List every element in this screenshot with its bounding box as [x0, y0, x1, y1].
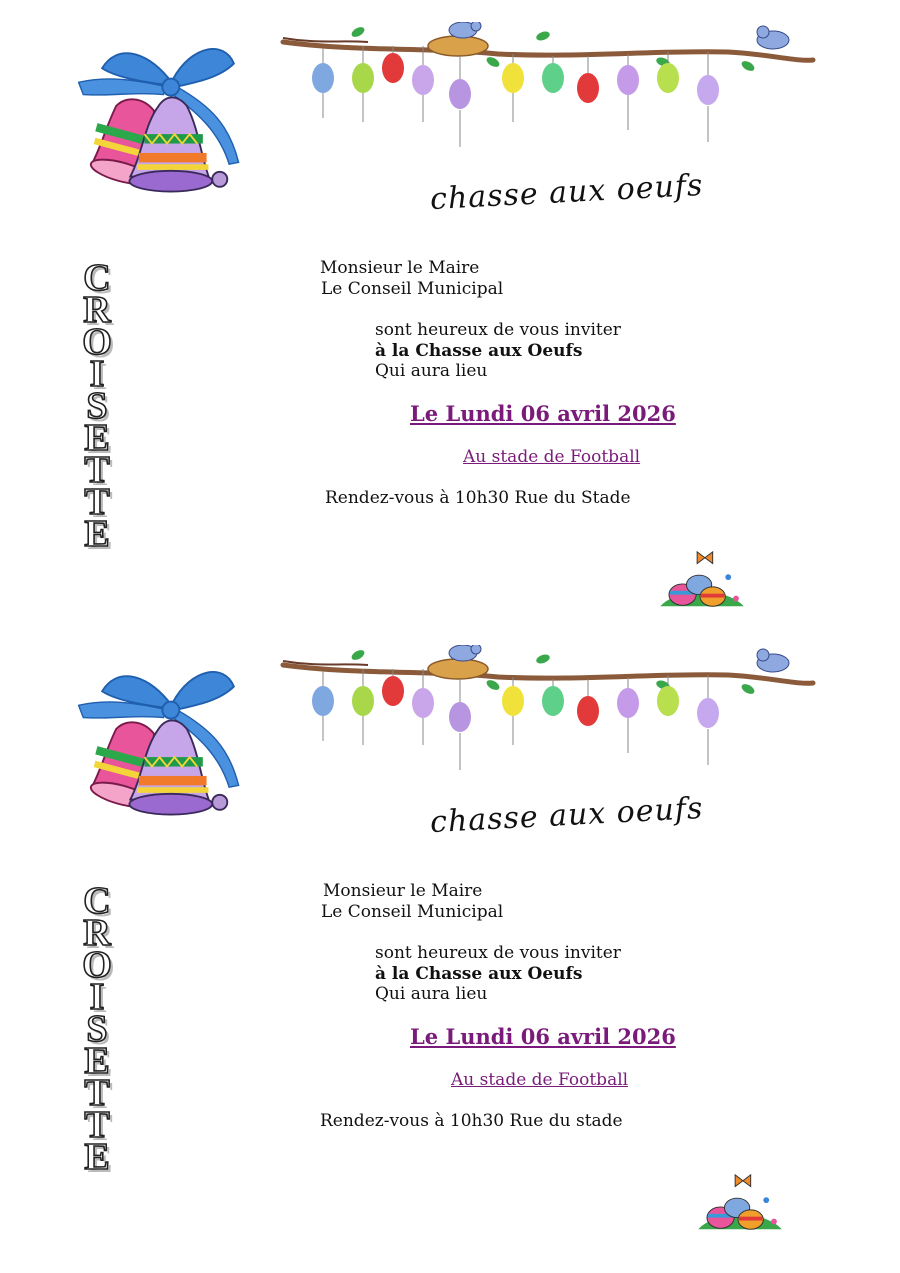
- vertical-letter: E: [84, 1040, 110, 1082]
- event-date: Le Lundi 06 avril 2026: [410, 1024, 676, 1049]
- vertical-letter: S: [86, 1008, 108, 1050]
- easter-eggs-icon: [658, 548, 746, 616]
- invitation-card-1: [0, 0, 900, 625]
- line-maire: Monsieur le Maire: [323, 881, 483, 901]
- line-lieu: Qui aura lieu: [375, 984, 488, 1004]
- vertical-word: [75, 880, 119, 1178]
- line-heureux: sont heureux de vous inviter: [375, 320, 621, 340]
- rendezvous: Rendez-vous à 10h30 Rue du stade: [320, 1111, 623, 1131]
- event-date: Le Lundi 06 avril 2026: [410, 401, 676, 426]
- vertical-letter: S: [86, 385, 108, 427]
- line-conseil: Le Conseil Municipal: [321, 902, 504, 922]
- vertical-letter: T: [84, 481, 110, 523]
- easter-bells-icon: [78, 663, 258, 823]
- line-conseil: Le Conseil Municipal: [321, 279, 504, 299]
- script-title: chasse aux oeufs: [429, 790, 705, 841]
- script-title: chasse aux oeufs: [429, 167, 705, 218]
- vertical-letter: T: [84, 1104, 110, 1146]
- vertical-letter: O: [82, 944, 112, 986]
- vertical-letter: R: [83, 289, 111, 331]
- vertical-letter: T: [84, 449, 110, 491]
- event-place: Au stade de Football: [463, 447, 641, 467]
- vertical-letter: C: [83, 257, 111, 299]
- line-chasse: à la Chasse aux Oeufs: [375, 964, 583, 984]
- vertical-word: [75, 257, 119, 555]
- vertical-letter: R: [83, 912, 111, 954]
- vertical-letter: E: [84, 1136, 110, 1178]
- vertical-letter: E: [84, 513, 110, 555]
- invitation-card-2: [0, 623, 900, 1248]
- vertical-letter: E: [84, 417, 110, 459]
- egg-garland-icon: [278, 22, 818, 162]
- vertical-letter: I: [89, 353, 105, 395]
- event-place: Au stade de Football: [451, 1070, 629, 1090]
- line-chasse: à la Chasse aux Oeufs: [375, 341, 583, 361]
- line-heureux: sont heureux de vous inviter: [375, 943, 621, 963]
- vertical-letter: C: [83, 880, 111, 922]
- vertical-letter: T: [84, 1072, 110, 1114]
- vertical-letter: O: [82, 321, 112, 363]
- egg-garland-icon: [278, 645, 818, 785]
- vertical-letter: I: [89, 976, 105, 1018]
- easter-bells-icon: [78, 40, 258, 200]
- line-maire: Monsieur le Maire: [320, 258, 480, 278]
- line-lieu: Qui aura lieu: [375, 361, 488, 381]
- rendezvous: Rendez-vous à 10h30 Rue du Stade: [325, 488, 631, 508]
- easter-eggs-icon: [696, 1171, 784, 1239]
